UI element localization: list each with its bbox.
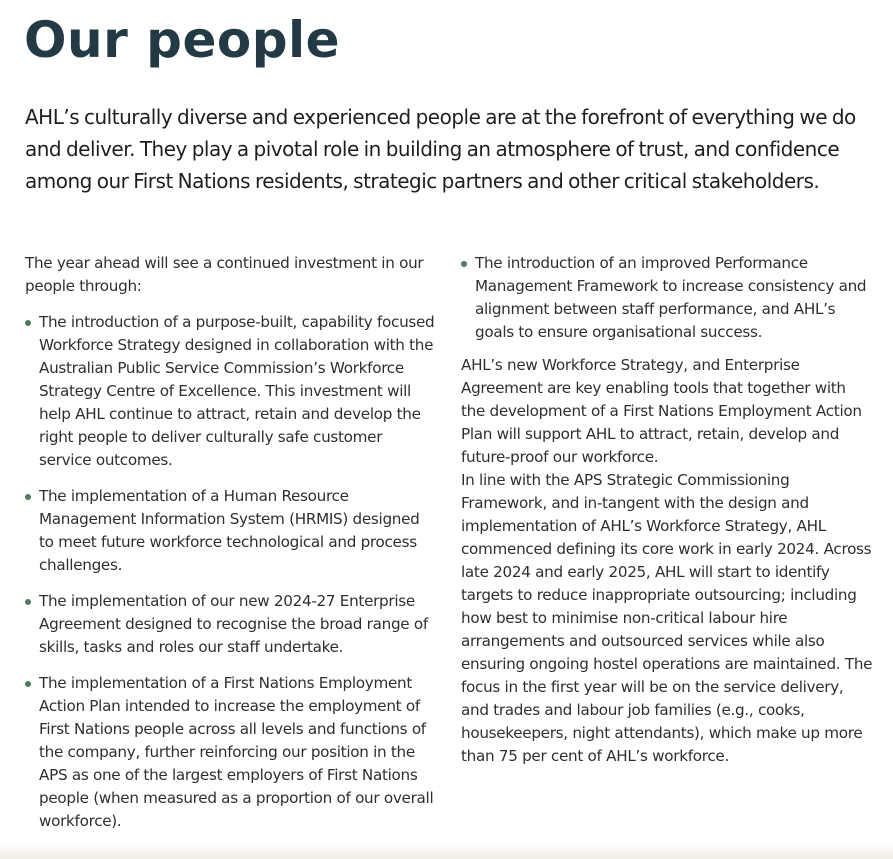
list-item — [25, 311, 437, 472]
page-title: Our people — [24, 11, 341, 69]
intro-paragraph: AHL’s culturally diverse and experienced people are at the forefront of everything we do and deliver. They play a pivotal role in building an atmosphere of trust, and confidence among our First Nations residents, strategic partners and other critical stakeholders. — [25, 105, 856, 193]
bullet-icon — [25, 494, 31, 500]
bullet-icon — [25, 681, 31, 687]
left-bullet-list — [25, 311, 437, 833]
right-column — [461, 252, 873, 768]
bullet-icon — [461, 261, 467, 267]
list-item-text: The introduction of a purpose-built, capability focused Workforce Strategy designed in collaboration with the Australian Public Service Commission’s Workforce Strategy Centre of Excellence. This investment will help AHL continue to attract, retain and develop the right people to deliver culturally safe customer service outcomes. — [39, 313, 435, 469]
strategic-commissioning-paragraph: In line with the APS Strategic Commissioning Framework, and in-tangent with the design and implementation of AHL’s Workforce Strategy, AHL commenced defining its core work in early 2024. Across late 2024 and early 2025, AHL will start to identify targets to reduce inappropriate outsourcing; including how best to minimise non-critical labour hire arrangements and outsourced services while also ensuring ongoing hostel operations are maintained. The focus in the first year will be on the service delivery, and trades and labour job families (e.g., cooks, housekeepers, night attendants), which make up more than 75 per cent of AHL’s workforce. — [461, 471, 873, 765]
workforce-strategy-paragraph: AHL’s new Workforce Strategy, and Enterprise Agreement are key enabling tools that together with the development of a First Nations Employment Action Plan will support AHL to attract, retain, develop and future-proof our workforce. — [461, 356, 862, 466]
list-item — [25, 672, 437, 833]
list-item-text: The introduction of an improved Performance Management Framework to increase consistency and alignment between staff performance, and AHL’s goals to ensure organisational success. — [475, 254, 867, 341]
bullet-icon — [25, 599, 31, 605]
list-item — [25, 485, 437, 577]
list-item-text: The implementation of a Human Resource Management Information System (HRMIS) designed to meet future workforce technological and process challenges. — [39, 487, 420, 574]
list-item — [461, 252, 873, 344]
list-item — [25, 590, 437, 659]
right-bullet-list — [461, 252, 873, 344]
list-item-text: The implementation of a First Nations Employment Action Plan intended to increase the employment of First Nations people across all levels and functions of the company, further reinforcing our position in the APS as one of the largest employers of First Nations people (when measured as a proportion of our overall workforce). — [39, 674, 434, 830]
left-lead-text: The year ahead will see a continued investment in our people through: — [25, 254, 424, 295]
page-bottom-edge — [0, 845, 893, 859]
bullet-icon — [25, 320, 31, 326]
list-item-text: The implementation of our new 2024-27 Enterprise Agreement designed to recognise the broad range of skills, tasks and roles our staff undertake. — [39, 592, 428, 656]
left-column — [25, 252, 437, 846]
